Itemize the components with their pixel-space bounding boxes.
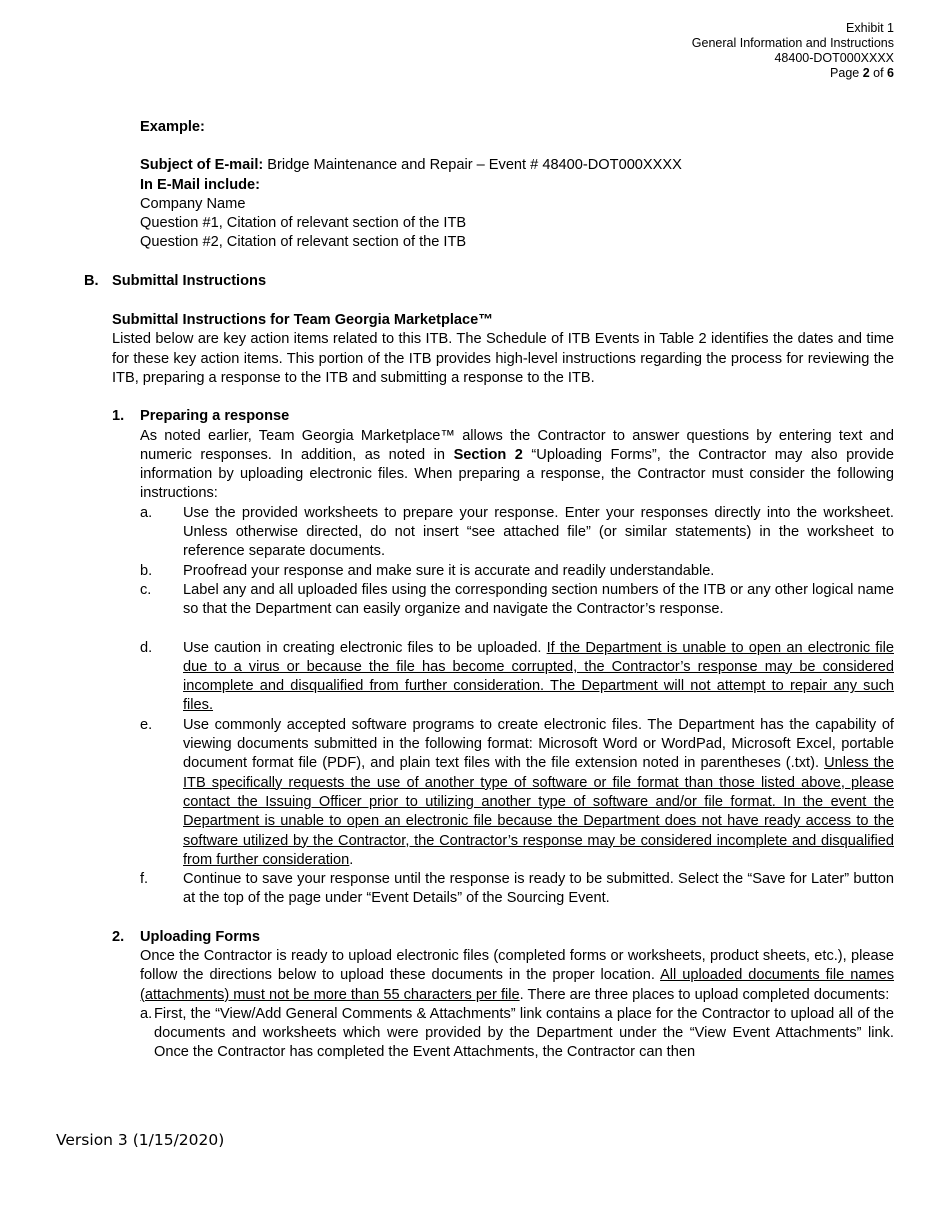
item-2-uploading-forms	[112, 928, 894, 1063]
example-subject: Subject of E-mail: Bridge Maintenance and Repair – Event # 48400-DOT000XXXX	[140, 157, 682, 174]
example-company: Company Name	[140, 195, 246, 212]
item-1-preparing-response	[112, 407, 894, 908]
item-1-marker: 1.	[112, 408, 125, 425]
list-item-e: e. Use commonly accepted software programs to create electronic files. The Department has the capability of viewing documents submitted in the following format: Microsoft Word or WordPad, Microsoft Excel, portable document format file (PDF), and plain text files with the file extension noted in parentheses (.txt). Unless the ITB specifically requests the use of another type of software or file format than those listed above, please contact the Issuing Officer prior to utilizing another type of software and/or file format. In the event the Department is unable to open an electronic file because the Department does not have ready access to the software utilized by the Contractor, the Contractor’s response may be considered incomplete and disqualified from further consideration.	[140, 716, 894, 868]
submittal-instructions	[112, 311, 894, 388]
header-page-number: Page 2 of 6	[830, 66, 894, 80]
list-item-b: b. Proofread your response and make sure it is accurate and readily understandable.	[140, 562, 715, 579]
item-2-intro: Once the Contractor is ready to upload electronic files (completed forms or worksheets, product sheets, etc.), please follow the directions below to upload these documents in the proper location. All uploaded documents file names (attachments) must not be more than 55 characters per file. There are three places to upload completed documents:	[140, 947, 895, 1003]
header-exhibit: Exhibit 1	[846, 21, 894, 35]
email-example	[140, 118, 894, 253]
document-body	[84, 118, 894, 1063]
section-b-title: Submittal Instructions	[112, 272, 267, 289]
item-2-marker: 2.	[112, 928, 125, 945]
list-item-c: c. Label any and all uploaded files using the corresponding section numbers of the ITB or any other logical name so that the Department can easily organize and navigate the Contractor’s response.	[140, 581, 894, 618]
header-event-number: 48400-DOT000XXXX	[774, 51, 894, 65]
list-item-a: a. Use the provided worksheets to prepare your response. Enter your responses directly into the worksheet. Unless otherwise directed, do not insert “see attached file” (or similar statements) in the worksheet to reference separate documents.	[140, 504, 894, 560]
section-b-marker: B.	[84, 272, 99, 289]
example-heading: Example:	[140, 119, 205, 135]
list-item-d: d. Use caution in creating electronic files to be uploaded. If the Department is unable to open an electronic file due to a virus or because the file has become corrupted, the Contractor’s response may be considered incomplete and disqualified from further consideration. The Department will not attempt to repair any such files.	[140, 639, 894, 714]
item-1-intro: As noted earlier, Team Georgia Marketplace™ allows the Contractor to answer questions by entering text and numeric responses. In addition, as noted in Section 2 “Uploading Forms”, the Contractor may also provide information by uploading electronic files. When preparing a response, the Contractor must consider the following instructions:	[140, 427, 894, 502]
header-title: General Information and Instructions	[691, 36, 894, 50]
example-include-label: In E-Mail include:	[140, 176, 260, 193]
list-item-f: f. Continue to save your response until the response is ready to be submitted. Select the “Save for Later” button at the top of the page under “Event Details” of the Sourcing Event.	[140, 871, 894, 907]
submittal-intro: Listed below are key action items related to this ITB. The Schedule of ITB Events in Table 2 identifies the dates and time for these key action items. This portion of the ITB provides high-level instructions regarding the process for reviewing the ITB, preparing a response to the ITB and submitting a response to the ITB.	[112, 331, 894, 386]
section-b-heading	[84, 272, 894, 291]
example-question-1: Question #1, Citation of relevant section of the ITB	[140, 215, 467, 232]
example-question-2: Question #2, Citation of relevant section of the ITB	[140, 234, 467, 251]
version-footer: Version 3 (1/15/2020)	[56, 1131, 225, 1149]
page-header	[692, 21, 894, 81]
upload-list-item-a: a. First, the “View/Add General Comments & Attachments” link contains a place for the Contractor to upload all of the documents and worksheets which were provided by the Department under the “View Event Attachments” link. Once the Contractor has completed the Event Attachments, the Contractor can then	[140, 1005, 894, 1061]
submittal-subheading: Submittal Instructions for Team Georgia Marketplace™	[112, 312, 493, 329]
item-2-title: Uploading Forms	[140, 928, 260, 945]
item-1-title: Preparing a response	[140, 408, 290, 425]
